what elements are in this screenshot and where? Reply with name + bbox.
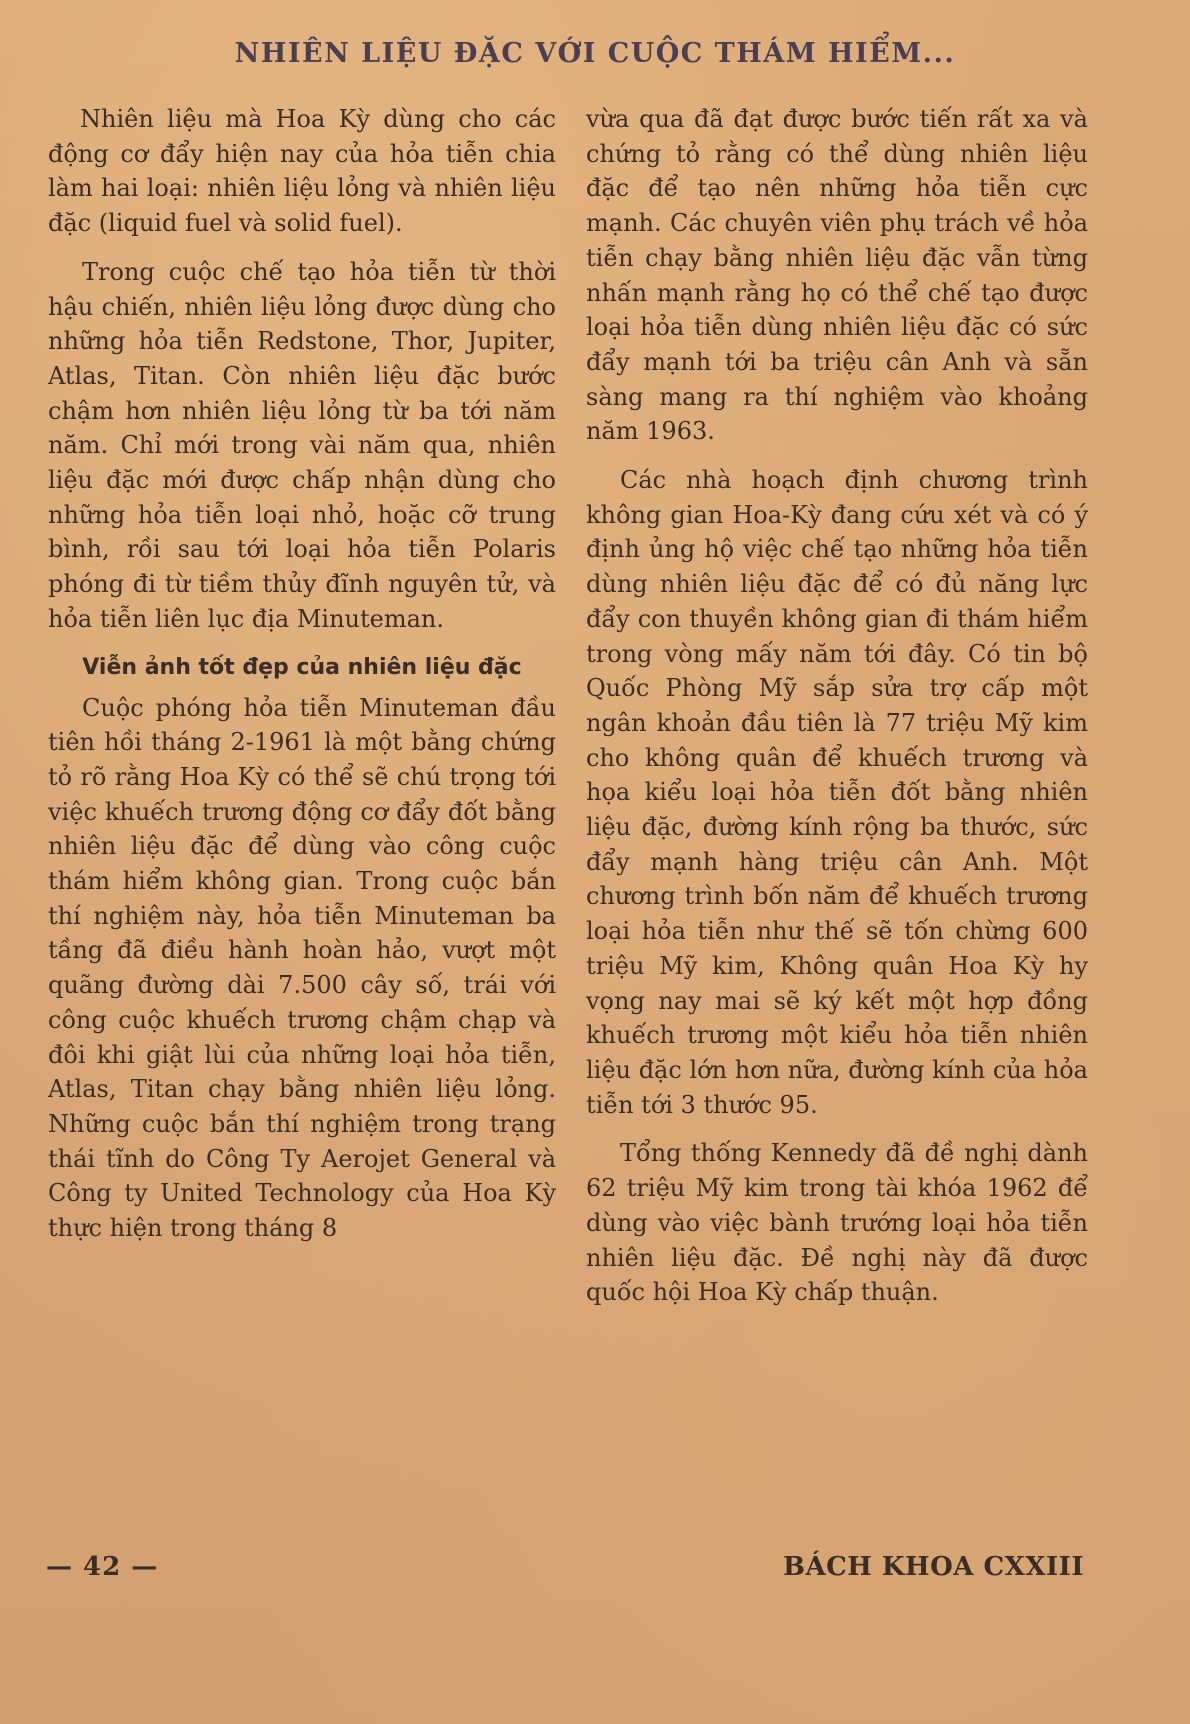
page-number: — 42 — xyxy=(46,1552,159,1582)
paragraph: Cuộc phóng hỏa tiễn Minuteman đầu tiên hồi tháng 2-1961 là một bằng chứng tỏ rõ rằng Hoa Kỳ có thể sẽ chú trọng tới việc khuếch trương động cơ đẩy đốt bằng nhiên liệu đặc để dùng vào công cuộc thám hiểm không gian. Trong cuộc bắn thí nghiệm này, hỏa tiễn Minuteman ba tầng đã điều hành hoàn hảo, vượt một quãng đường dài 7.500 cây số, trái với công cuộc khuếch trương chậm chạp và đôi khi giật lùi của những loại hỏa tiễn, Atlas, Titan chạy bằng nhiên liệu lỏng. Những cuộc bắn thí nghiệm trong trạng thái tĩnh do Công Ty Aerojet General và Công ty United Technology của Hoa Kỳ thực hiện trong tháng 8 xyxy=(48,693,556,1243)
paragraph: Các nhà hoạch định chương trình không gian Hoa-Kỳ đang cứu xét và có ý định ủng hộ việc chế tạo những hỏa tiễn dùng nhiên liệu đặc để có đủ năng lực đẩy con thuyền không gian đi thám hiểm trong vòng mấy năm tới đây. Có tin bộ Quốc Phòng Mỹ sắp sửa trợ cấp một ngân khoản đầu tiên là 77 triệu Mỹ kim cho không quân để khuếch trương và họa kiểu loại hỏa tiễn đốt bằng nhiên liệu đặc, đường kính rộng ba thước, sức đẩy mạnh hàng triệu cân Anh. Một chương trình bốn năm để khuếch trương loại hỏa tiễn như thế sẽ tốn chừng 600 triệu Mỹ kim, Không quân Hoa Kỳ hy vọng nay mai sẽ ký kết một hợp đồng khuếch trương một kiểu hỏa tiễn nhiên liệu đặc lớn hơn nữa, đường kính của hỏa tiễn tới 3 thước 95. xyxy=(586,466,1088,1119)
publication-name: BÁCH KHOA CXXIII xyxy=(782,1552,1084,1582)
paragraph: Trong cuộc chế tạo hỏa tiễn từ thời hậu chiến, nhiên liệu lỏng được dùng cho những hỏa tiễn Redstone, Thor, Jupiter, Atlas, Titan. Còn nhiên liệu đặc bước chậm hơn nhiên liệu lỏng từ ba tới năm năm. Chỉ mới trong vài năm qua, nhiên liệu đặc mới được chấp nhận dùng cho những hỏa tiễn loại nhỏ, hoặc cỡ trung bình, rồi sau tới loại hỏa tiễn Polaris phóng đi từ tiềm thủy đĩnh nguyên tử, và hỏa tiễn liên lục địa Minuteman. xyxy=(48,257,556,633)
page-header-title: NHIÊN LIỆU ĐẶC VỚI CUỘC THÁM HIỂM... xyxy=(234,38,956,69)
section-heading: Viễn ảnh tốt đẹp của nhiên liệu đặc xyxy=(82,654,522,680)
paragraph: vừa qua đã đạt được bước tiến rất xa và chứng tỏ rằng có thể dùng nhiên liệu đặc để tạo nên những hỏa tiễn cực mạnh. Các chuyên viên phụ trách về hỏa tiễn chạy bằng nhiên liệu đặc vẫn từng nhấn mạnh rằng họ có thể chế tạo được loại hỏa tiễn dùng nhiên liệu đặc có sức đẩy mạnh tới ba triệu cân Anh và sẵn sàng mang ra thí nghiệm vào khoảng năm 1963. xyxy=(586,105,1088,446)
right-column xyxy=(586,102,1088,1324)
paragraph: Nhiên liệu mà Hoa Kỳ dùng cho các động cơ đẩy hiện nay của hỏa tiễn chia làm hai loại: nhiên liệu lỏng và nhiên liệu đặc (liquid fuel và solid fuel). xyxy=(48,105,556,238)
left-column xyxy=(48,102,556,1260)
paragraph: Tổng thống Kennedy đã đề nghị dành 62 triệu Mỹ kim trong tài khóa 1962 để dùng vào việc bành trướng loại hỏa tiễn nhiên liệu đặc. Đề nghị này đã được quốc hội Hoa Kỳ chấp thuận. xyxy=(586,1139,1088,1307)
